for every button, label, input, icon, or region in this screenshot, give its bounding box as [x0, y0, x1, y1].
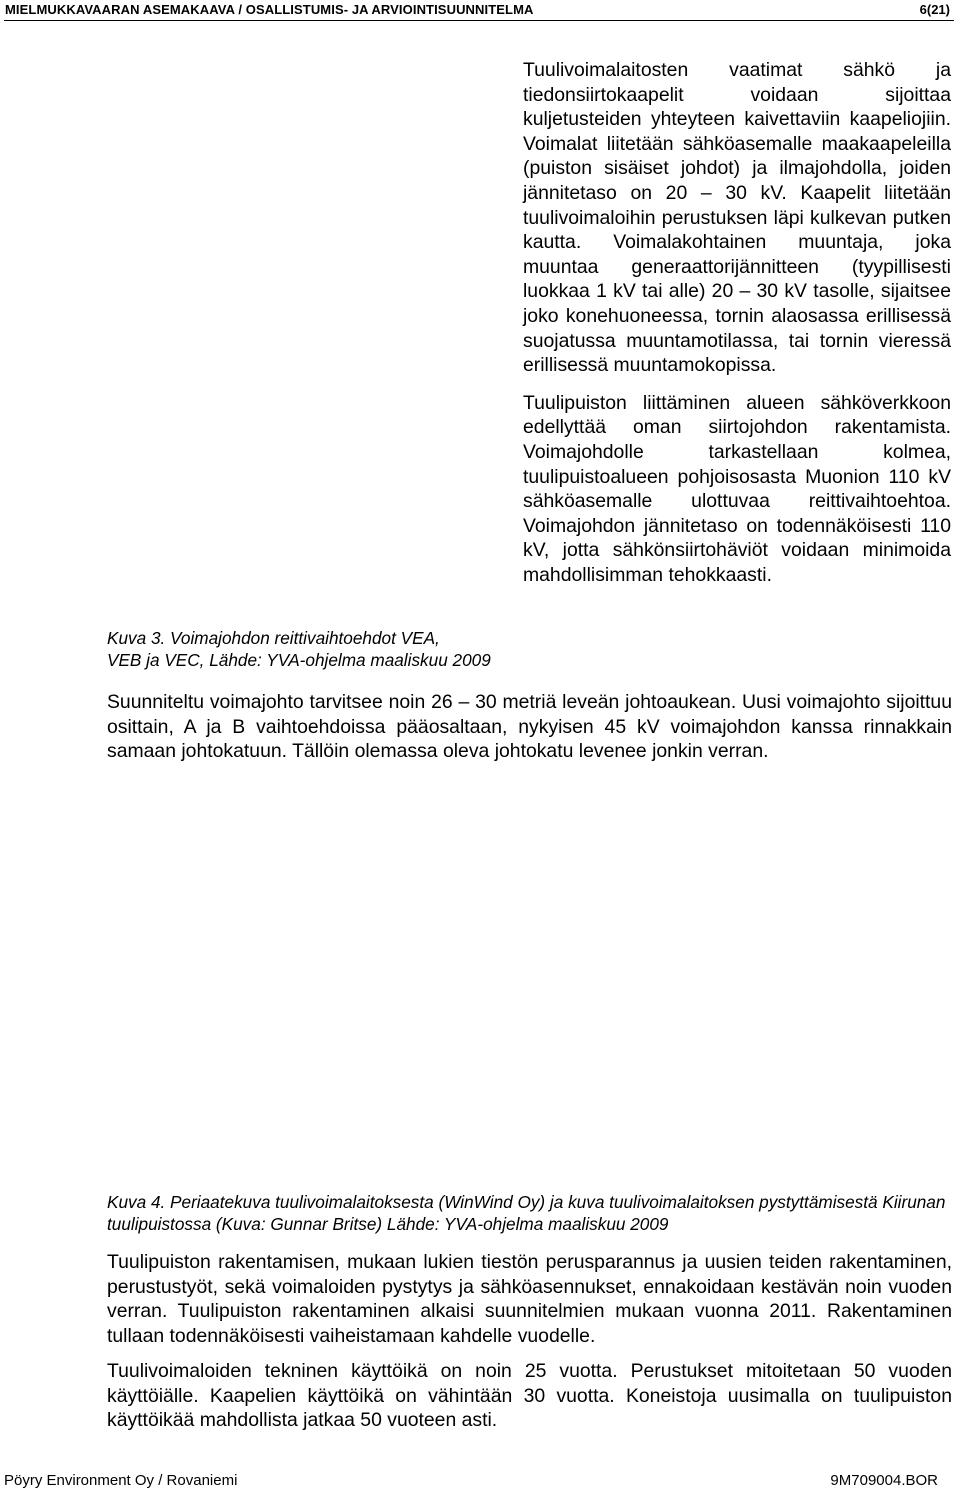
header-divider	[4, 20, 954, 21]
page-number: 6(21)	[919, 2, 950, 17]
figure-4-area	[107, 790, 952, 1185]
figure-3-caption	[107, 627, 557, 671]
figure-3-area	[107, 70, 507, 625]
paragraph-grid-connection: Tuulipuiston liittäminen alueen sähköverkkoon edellyttää oman siirtojohdon rakentamista. Voimajohdolle tarkastellaan kolmea, tuulipuistoalueen pohjoisosasta Muonion 110 kV sähköasemalle ulottuvaa reittivaihtoehtoa. Voimajohdon jännitetaso on todennäköisesti 110 kV, jotta sähkönsiirtohäviöt voidaan minimoida mahdollisimman tehokkaasti.	[523, 391, 951, 586]
paragraph-powerline-corridor: Suunniteltu voimajohto tarvitsee noin 26 – 30 metriä leveän johtoaukean. Uusi voimajohto sijoittuu osittain, A ja B vaihtoehdoissa pääosaltaan, nykyisen 45 kV voimajohdon kanssa rinnakkain samaan johtokatuun. Tällöin olemassa oleva johtokatu levenee jonkin verran.	[107, 691, 952, 763]
paragraph-construction: Tuulipuiston rakentamisen, mukaan lukien tiestön perusparannus ja uusien teiden rakentaminen, perustustyöt, sekä voimaloiden pystytys ja sähköasennukset, ennakoidaan kestävän noin vuoden verran. Tuulipuiston rakentaminen alkaisi suunnitelmien mukaan vuonna 2011. Rakentaminen tullaan todennäköisesti vaiheistamaan kahdelle vuodelle.	[107, 1251, 952, 1347]
figure-4-caption: Kuva 4. Periaatekuva tuulivoimalaitoksesta (WinWind Oy) ja kuva tuulivoimalaitoksen pystyttämisestä Kiirunan tuulipuistossa (Kuva: Gunnar Britse) Lähde: YVA-ohjelma maaliskuu 2009	[107, 1192, 946, 1234]
document-header-title: MIELMUKKAVAARAN ASEMAKAAVA / OSALLISTUMIS- JA ARVIOINTISUUNNITELMA	[5, 2, 534, 17]
paragraph-cables: Tuulivoimalaitosten vaatimat sähkö ja tiedonsiirtokaapelit voidaan sijoittaa kuljetusteiden yhteyteen kaivettaviin kaapeliojiin. Voimalat liitetään sähköasemalle maakaapeleilla (puiston sisäiset johdot) ja ilmajohdolla, joiden jännitetaso on 20 – 30 kV. Kaapelit liitetään tuulivoimaloihin perustuksen läpi kulkevan putken kautta. Voimalakohtainen muuntaja, joka muuntaa generaattorijännitteen (tyypillisesti luokkaa 1 kV tai alle) 20 – 30 kV tasolle, sijaitsee joko konehuoneessa, tornin alaosassa erillisessä suojatussa muuntamotilassa, tai tornin vieressä erillisessä muuntamokopissa.	[523, 59, 951, 377]
footer-company: Pöyry Environment Oy / Rovaniemi	[4, 1472, 238, 1489]
figure-3-caption-line-2: VEB ja VEC, Lähde: YVA-ohjelma maaliskuu 2009	[107, 650, 491, 670]
right-text-column	[523, 58, 951, 600]
figure-3-caption-line-1: Kuva 3. Voimajohdon reittivaihtoehdot VEA,	[107, 628, 440, 648]
footer-document-code: 9M709004.BOR	[830, 1472, 938, 1489]
paragraph-lifetime: Tuulivoimaloiden tekninen käyttöikä on noin 25 vuotta. Perustukset mitoitetaan 50 vuoden käyttöiälle. Kaapelien käyttöikä on vähintään 30 vuotta. Koneistoja uusimalla on tuulipuiston käyttöikää mahdollista jatkaa 50 vuoteen asti.	[107, 1360, 952, 1432]
